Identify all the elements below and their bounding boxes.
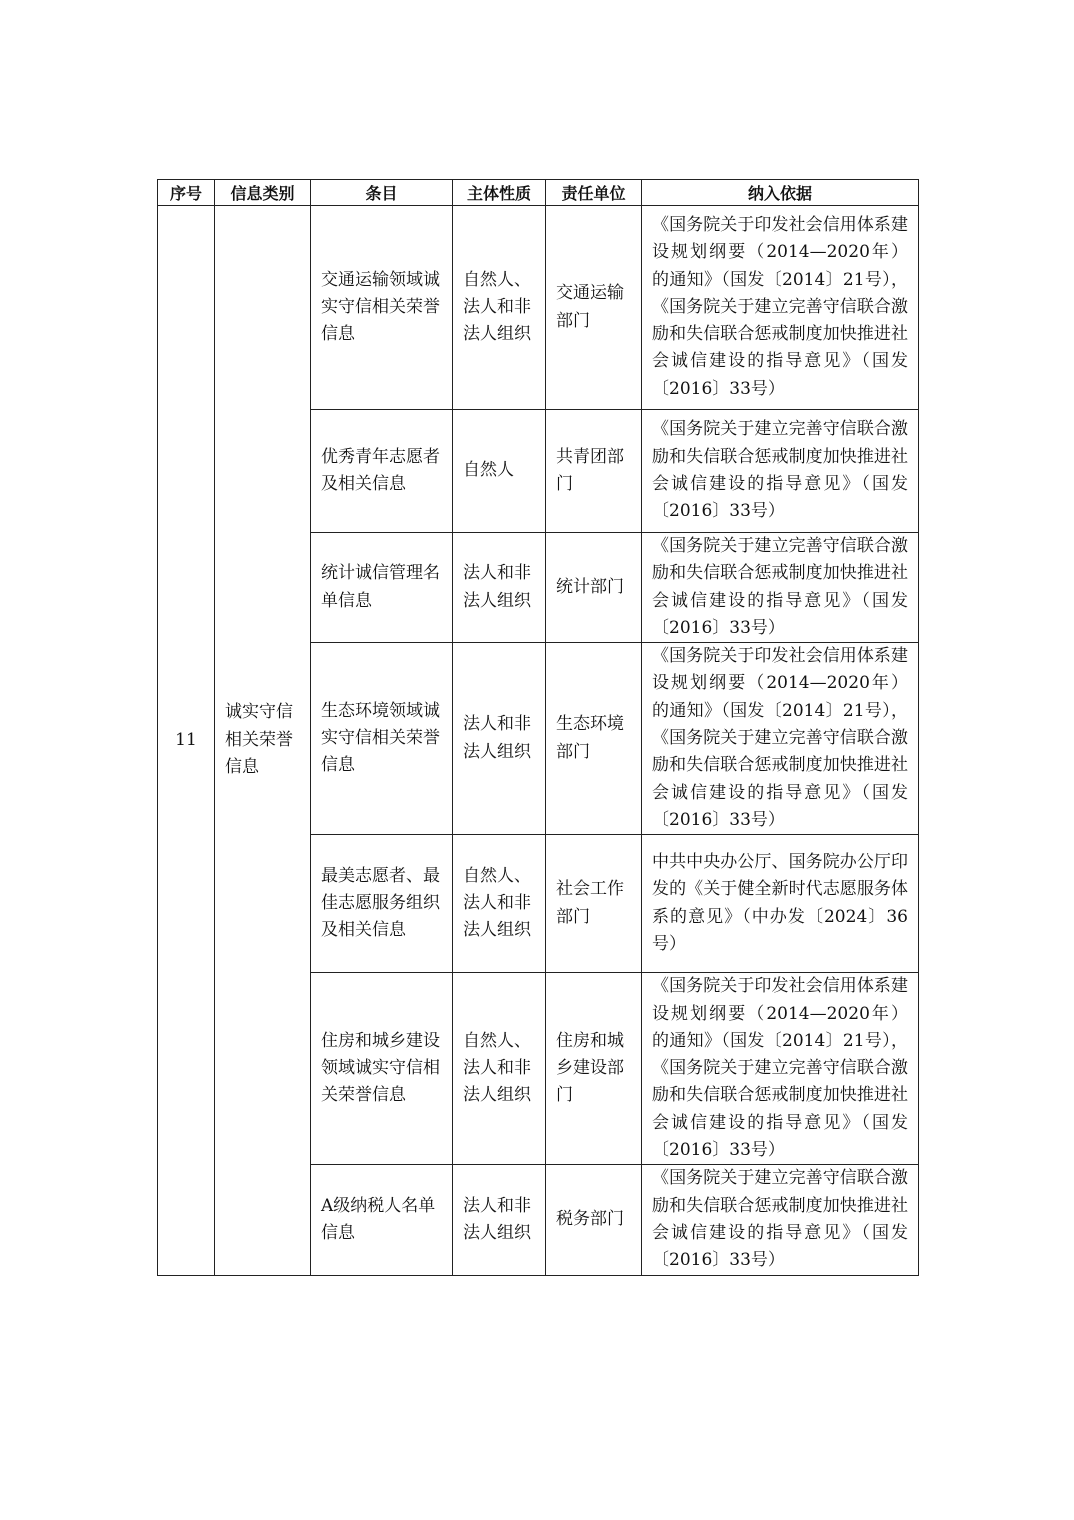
subject-cell: 自然人、法人和非法人组织 xyxy=(453,835,546,973)
subject-cell: 法人和非法人组织 xyxy=(453,533,546,643)
unit-cell: 生态环境部门 xyxy=(546,643,642,835)
unit-cell: 税务部门 xyxy=(546,1165,642,1275)
basis-cell: 《国务院关于印发社会信用体系建设规划纲要（2014—2020年）的通知》（国发〔2014〕21号），《国务院关于建立完善守信联合激励和失信联合惩戒制度加快推进社会诚信建设的指导意见》（国发〔2016〕33号） xyxy=(642,643,919,835)
unit-cell: 统计部门 xyxy=(546,533,642,643)
subject-cell: 法人和非法人组织 xyxy=(453,1165,546,1275)
header-no: 序号 xyxy=(158,180,215,206)
subject-cell: 自然人、法人和非法人组织 xyxy=(453,973,546,1165)
unit-cell: 社会工作部门 xyxy=(546,835,642,973)
serial-number-cell: 11 xyxy=(158,206,215,1276)
item-cell: 统计诚信管理名单信息 xyxy=(311,533,453,643)
subject-cell: 自然人 xyxy=(453,410,546,533)
item-cell: 生态环境领域诚实守信相关荣誉信息 xyxy=(311,643,453,835)
header-category: 信息类别 xyxy=(215,180,311,206)
item-cell: 交通运输领域诚实守信相关荣誉信息 xyxy=(311,206,453,410)
basis-cell: 《国务院关于建立完善守信联合激励和失信联合惩戒制度加快推进社会诚信建设的指导意见》（国发〔2016〕33号） xyxy=(642,1165,919,1275)
header-row xyxy=(158,180,919,206)
unit-cell: 共青团部门 xyxy=(546,410,642,533)
table-row xyxy=(158,206,919,410)
basis-cell: 《国务院关于建立完善守信联合激励和失信联合惩戒制度加快推进社会诚信建设的指导意见》（国发〔2016〕33号） xyxy=(642,410,919,533)
item-cell: 优秀青年志愿者及相关信息 xyxy=(311,410,453,533)
header-subject: 主体性质 xyxy=(453,180,546,206)
subject-cell: 自然人、法人和非法人组织 xyxy=(453,206,546,410)
basis-cell: 《国务院关于印发社会信用体系建设规划纲要（2014—2020年）的通知》（国发〔2014〕21号），《国务院关于建立完善守信联合激励和失信联合惩戒制度加快推进社会诚信建设的指导意见》（国发〔2016〕33号） xyxy=(642,973,919,1165)
credit-info-table xyxy=(157,179,919,1276)
header-item: 条目 xyxy=(311,180,453,206)
header-unit: 责任单位 xyxy=(546,180,642,206)
item-cell: 住房和城乡建设领域诚实守信相关荣誉信息 xyxy=(311,973,453,1165)
basis-cell: 《国务院关于建立完善守信联合激励和失信联合惩戒制度加快推进社会诚信建设的指导意见》（国发〔2016〕33号） xyxy=(642,533,919,643)
subject-cell: 法人和非法人组织 xyxy=(453,643,546,835)
header-basis: 纳入依据 xyxy=(642,180,919,206)
basis-cell: 《国务院关于印发社会信用体系建设规划纲要（2014—2020年）的通知》（国发〔2014〕21号），《国务院关于建立完善守信联合激励和失信联合惩戒制度加快推进社会诚信建设的指导意见》（国发〔2016〕33号） xyxy=(642,206,919,410)
item-cell: A级纳税人名单信息 xyxy=(311,1165,453,1275)
category-cell: 诚实守信相关荣誉信息 xyxy=(215,206,311,1276)
item-cell: 最美志愿者、最佳志愿服务组织及相关信息 xyxy=(311,835,453,973)
unit-cell: 交通运输部门 xyxy=(546,206,642,410)
basis-cell: 中共中央办公厅、国务院办公厅印发的《关于健全新时代志愿服务体系的意见》（中办发〔2024〕36号） xyxy=(642,835,919,973)
unit-cell: 住房和城乡建设部门 xyxy=(546,973,642,1165)
